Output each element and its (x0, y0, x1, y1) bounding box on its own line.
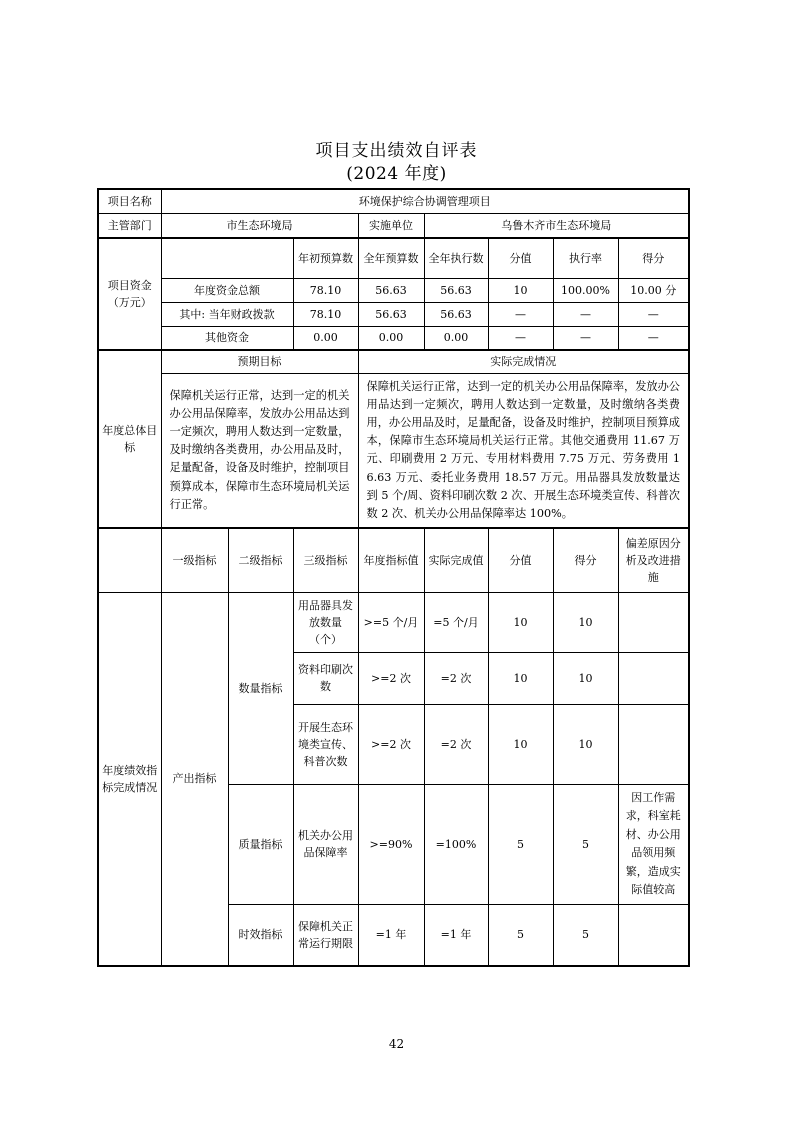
fund-value: — (553, 302, 618, 326)
indicator-level3: 用品器具发放数量（个） (293, 592, 358, 652)
indicator-score-total: 10 (488, 592, 553, 652)
indicator-col-header: 一级指标 (161, 528, 228, 592)
goal-header-row (98, 350, 689, 373)
fund-value: 78.10 (293, 302, 358, 326)
indicator-deviation (618, 652, 689, 704)
funds-header-line1: 项目资金 (107, 279, 152, 292)
indicator-row (98, 592, 689, 652)
fund-value: 56.63 (424, 302, 488, 326)
indicator-target: >=90% (358, 784, 424, 904)
indicator-score-total: 5 (488, 784, 553, 904)
indicators-empty-cell (98, 528, 161, 592)
page-number: 42 (388, 1037, 405, 1051)
goal-expected-text: 保障机关运行正常，达到一定的机关办公用品保障率，发放办公用品达到一定频次，聘用人数达到一定数量，及时缴纳各类费用，办公用品及时，足量配备，设备及时维护，控制项目预算成本，保障市生态环境局机关运行正常。 (161, 373, 358, 528)
impl-label: 实施单位 (358, 213, 424, 238)
fund-value: 0.00 (293, 326, 358, 350)
indicator-score-total: 5 (488, 904, 553, 966)
funds-section-header (98, 238, 161, 350)
funds-col-header: 执行率 (553, 238, 618, 278)
project-name-label: 项目名称 (98, 189, 161, 213)
funds-empty-cell (161, 238, 293, 278)
fund-value: — (488, 326, 553, 350)
indicator-score: 10 (553, 652, 618, 704)
fund-row-label: 其中: 当年财政拨款 (161, 302, 293, 326)
goal-expected-label: 预期目标 (161, 350, 358, 373)
indicator-level3: 资料印刷次数 (293, 652, 358, 704)
page-subtitle: (2024 年度) (346, 164, 447, 184)
indicator-col-header: 二级指标 (228, 528, 293, 592)
indicator-score: 10 (553, 704, 618, 784)
indicator-col-header: 分值 (488, 528, 553, 592)
fund-value: 56.63 (358, 302, 424, 326)
funds-row-annual-total (98, 278, 689, 302)
fund-value: 0.00 (358, 326, 424, 350)
indicator-level3: 开展生态环境类宣传、科普次数 (293, 704, 358, 784)
fund-value: — (618, 326, 689, 350)
indicator-target: >=2 次 (358, 652, 424, 704)
fund-value: 56.63 (358, 278, 424, 302)
goal-section-header: 年度总体目标 (98, 350, 161, 528)
goal-body-row (98, 373, 689, 528)
indicator-col-header: 偏差原因分析及改进措施 (618, 528, 689, 592)
indicator-deviation (618, 592, 689, 652)
indicator-level2: 质量指标 (228, 784, 293, 904)
funds-col-header: 全年执行数 (424, 238, 488, 278)
self-evaluation-table (97, 188, 690, 967)
funds-row-fiscal (98, 302, 689, 326)
indicator-deviation (618, 904, 689, 966)
dept-value: 市生态环境局 (161, 213, 358, 238)
goal-actual-label: 实际完成情况 (358, 350, 689, 373)
fund-value: 56.63 (424, 278, 488, 302)
fund-value: — (618, 302, 689, 326)
fund-value: — (553, 326, 618, 350)
indicator-col-header: 三级指标 (293, 528, 358, 592)
fund-value: 78.10 (293, 278, 358, 302)
indicator-level2: 数量指标 (228, 592, 293, 784)
indicator-deviation: 因工作需求，科室耗材、办公用品领用频繁，造成实际值较高 (618, 784, 689, 904)
indicator-actual: =2 次 (424, 652, 488, 704)
indicators-header-row (98, 528, 689, 592)
funds-col-header: 全年预算数 (358, 238, 424, 278)
indicator-actual: =5 个/月 (424, 592, 488, 652)
indicator-actual: =1 年 (424, 904, 488, 966)
indicator-target: =1 年 (358, 904, 424, 966)
table-row (98, 213, 689, 238)
impl-value: 乌鲁木齐市生态环境局 (424, 213, 689, 238)
indicator-score-total: 10 (488, 652, 553, 704)
indicator-level3: 机关办公用品保障率 (293, 784, 358, 904)
indicator-target: >=5 个/月 (358, 592, 424, 652)
fund-row-label: 年度资金总额 (161, 278, 293, 302)
funds-col-header: 得分 (618, 238, 689, 278)
indicator-deviation (618, 704, 689, 784)
indicator-col-header: 年度指标值 (358, 528, 424, 592)
page-title: 项目支出绩效自评表 (315, 141, 478, 161)
indicator-level3: 保障机关正常运行期限 (293, 904, 358, 966)
table-row (98, 189, 689, 213)
indicator-col-header: 得分 (553, 528, 618, 592)
funds-row-other (98, 326, 689, 350)
funds-col-header: 分值 (488, 238, 553, 278)
dept-label: 主管部门 (98, 213, 161, 238)
funds-header-line2: （万元） (107, 296, 152, 309)
fund-value: 0.00 (424, 326, 488, 350)
fund-row-label: 其他资金 (161, 326, 293, 350)
fund-value: 100.00% (553, 278, 618, 302)
indicators-section-header: 年度绩效指标完成情况 (98, 592, 161, 966)
indicator-target: >=2 次 (358, 704, 424, 784)
funds-header-row (98, 238, 689, 278)
fund-value: 10 (488, 278, 553, 302)
indicator-score: 5 (553, 904, 618, 966)
indicator-actual: =100% (424, 784, 488, 904)
indicator-level1: 产出指标 (161, 592, 228, 966)
fund-value: 10.00 分 (618, 278, 689, 302)
indicator-score-total: 10 (488, 704, 553, 784)
indicator-actual: =2 次 (424, 704, 488, 784)
indicator-score: 10 (553, 592, 618, 652)
project-name-value: 环境保护综合协调管理项目 (161, 189, 689, 213)
fund-value: — (488, 302, 553, 326)
indicator-score: 5 (553, 784, 618, 904)
indicator-level2: 时效指标 (228, 904, 293, 966)
indicator-col-header: 实际完成值 (424, 528, 488, 592)
goal-actual-text: 保障机关运行正常，达到一定的机关办公用品保障率，发放办公用品达到一定频次，聘用人数达到一定数量，及时缴纳各类费用，办公用品及时，足量配备，设备及时维护，控制项目预算成本，保障市生态环境局机关运行正常。其他交通费用 11.67 万元、印刷费用 2 万元、专用材料费用 7.75 万元、劳务费用 16.63 万元、委托业务费用 18.57 万元。用品器具发放数量达到 5 个/周、资料印刷次数 2 次、开展生态环境类宣传、科普次数 2 次、机关办公用品保障率达 100%。 (358, 373, 689, 528)
funds-col-header: 年初预算数 (293, 238, 358, 278)
